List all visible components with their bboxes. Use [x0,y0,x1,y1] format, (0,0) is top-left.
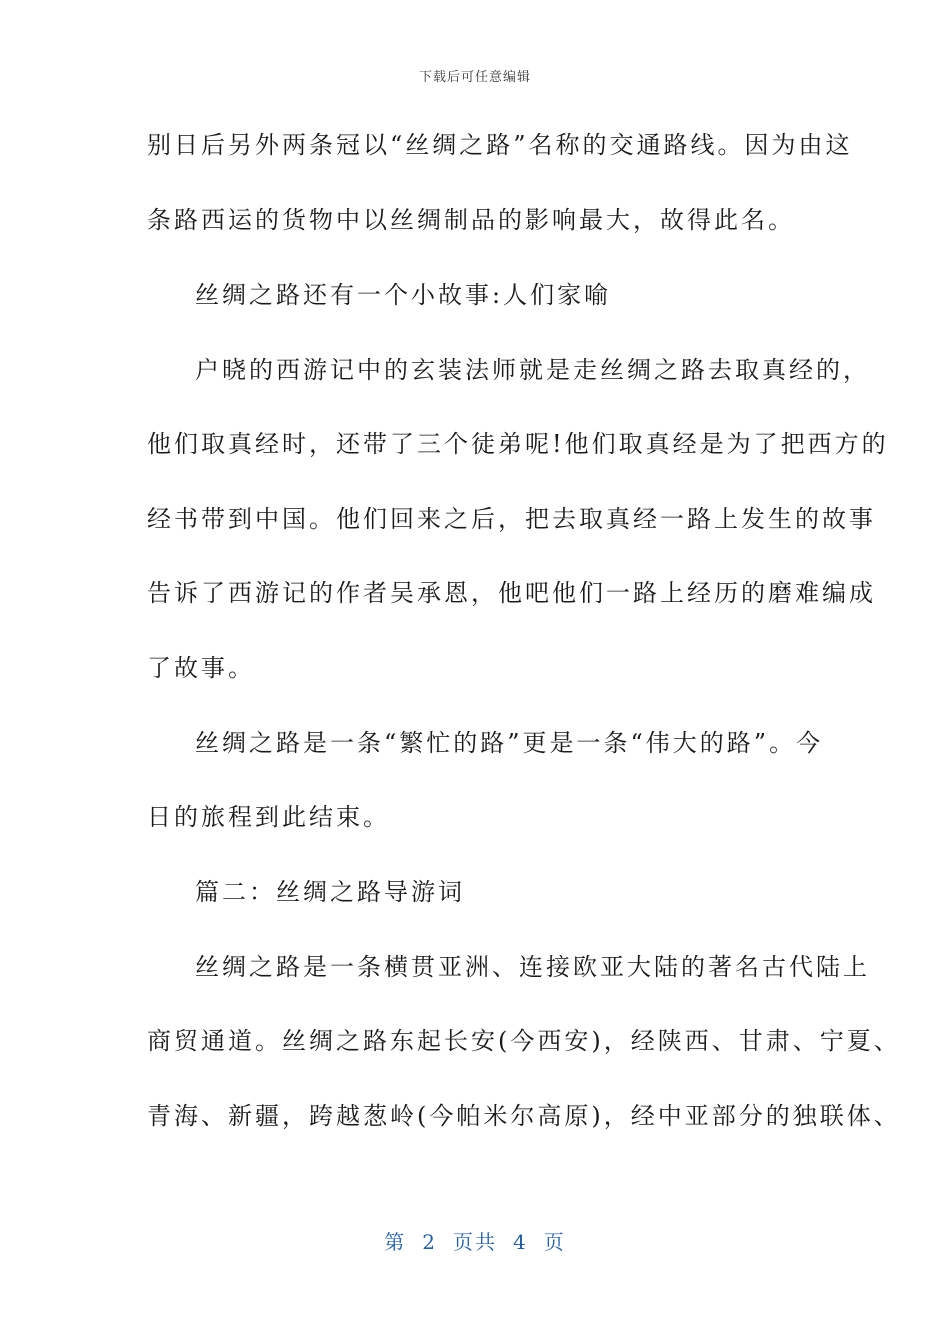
page-header-note: 下载后可任意编辑 [418,70,531,85]
body-line-12: 丝绸之路是一条横贯亚洲、连接欧亚大陆的著名古代陆上 [195,953,870,981]
section-heading: 篇二：丝绸之路导游词 [195,878,465,906]
body-line-3: 丝绸之路还有一个小故事:人们家喻 [195,281,612,309]
body-line-1: 别日后另外两条冠以“丝绸之路”名称的交通路线。因为由这 [147,131,853,159]
body-line-10: 日的旅程到此结束。 [147,803,390,831]
body-line-2: 条路西运的货物中以丝绸制品的影响最大，故得此名。 [147,206,795,234]
body-line-5: 他们取真经时，还带了三个徒弟呢!他们取真经是为了把西方的 [147,430,889,458]
body-line-8: 了故事。 [147,654,255,682]
body-line-14: 青海、新疆，跨越葱岭(今帕米尔高原)，经中亚部分的独联体、 [147,1102,901,1130]
page-footer [0,1226,950,1255]
footer-total-pages: 4 [513,1230,528,1254]
footer-current-page: 2 [422,1230,437,1254]
body-line-6: 经书带到中国。他们回来之后，把去取真经一路上发生的故事 [147,505,876,533]
body-line-9: 丝绸之路是一条“繁忙的路”更是一条“伟大的路”。今 [195,729,824,757]
body-line-4: 户晓的西游记中的玄装法师就是走丝绸之路去取真经的， [195,356,870,384]
body-line-7: 告诉了西游记的作者吴承恩，他吧他们一路上经历的磨难编成 [147,579,876,607]
footer-prefix: 第 [384,1230,407,1254]
body-line-13: 商贸通道。丝绸之路东起长安(今西安)，经陕西、甘肃、宁夏、 [147,1027,901,1055]
footer-suffix: 页 [543,1230,566,1254]
footer-middle: 页共 [453,1230,497,1254]
